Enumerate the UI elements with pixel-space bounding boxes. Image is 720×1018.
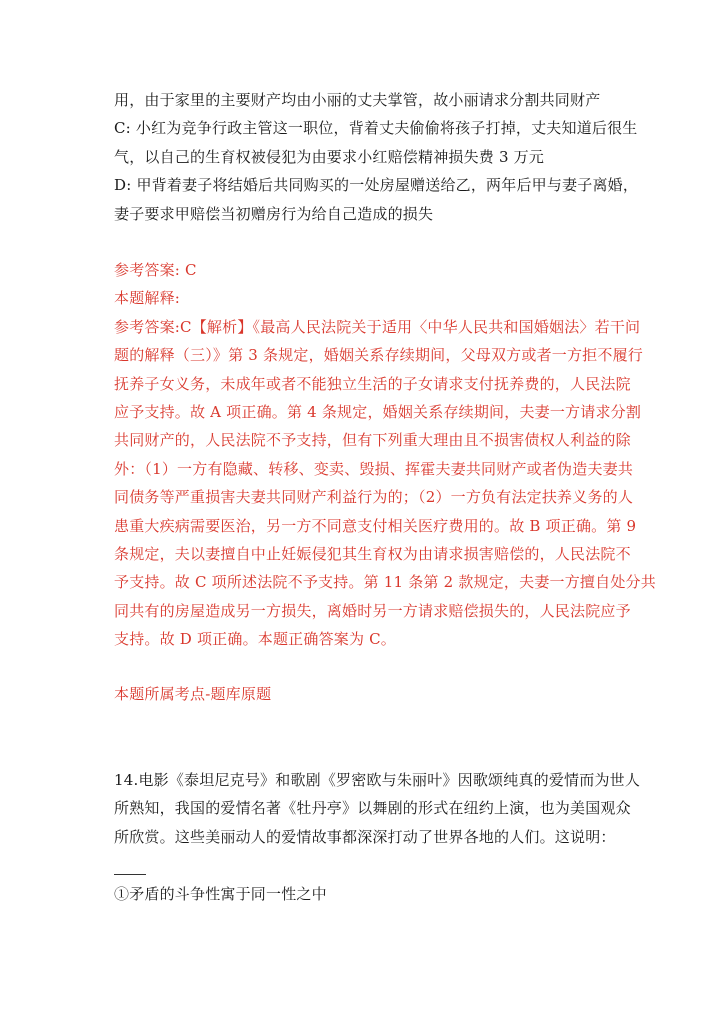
topic-label: 本题所属考点-题库原题: [114, 685, 272, 703]
question-options: [114, 86, 639, 228]
option-line: 气，以自己的生育权被侵犯为由要求小红赔偿精神损失费 3 万元: [114, 147, 545, 166]
explanation-line: 同共有的房屋造成另一方损失，离婚时另一方请求赔偿损失的，人民法院应予: [114, 601, 631, 620]
explanation-line: 支持。故 D 项正确。本题正确答案为 C。: [114, 630, 397, 649]
explanation-line: 参考答案:C【解析】《最高人民法院关于适用〈中华人民共和国婚姻法〉若干问: [114, 317, 641, 336]
explanation-line: 应予支持。故 A 项正确。第 4 条规定，婚姻关系存续期间，夫妻一方请求分割: [114, 403, 642, 422]
explanation-line: 条规定，夫以妻擅自中止妊娠侵犯其生育权为由请求损害赔偿的，人民法院不: [114, 545, 631, 564]
answer-section: [114, 256, 656, 654]
option-1: ①矛盾的斗争性寓于同一性之中: [114, 885, 327, 903]
option-line: C: 小红为竞争行政主管这一职位，背着丈夫偷偷将孩子打掉，丈夫知道后很生: [114, 119, 638, 138]
question-line: 所熟知，我国的爱情名著《牡丹亭》以舞剧的形式在纽约上演，也为美国观众: [114, 799, 631, 818]
option-line: 用，由于家里的主要财产均由小丽的丈夫掌管，故小丽请求分割共同财产: [114, 91, 601, 109]
explanation-line: 予支持。故 C 项所述法院不予支持。第 11 条第 2 款规定，夫妻一方擅自处分共: [114, 573, 656, 592]
option-line: 妻子要求甲赔偿当初赠房行为给自己造成的损失: [114, 204, 434, 223]
explanation-line: 外：（1）一方有隐藏、转移、变卖、毁损、挥霍夫妻共同财产或者伪造夫妻共: [114, 459, 634, 478]
topic-note: [114, 680, 614, 708]
question-14: [114, 766, 641, 851]
option-line: D: 甲背着妻子将结婚后共同购买的一处房屋赠送给乙，两年后甲与妻子离婚，: [114, 176, 639, 195]
explanation-label: 本题解释:: [114, 289, 181, 308]
explanation-line: 同债务等严重损害夫妻共同财产利益行为的；（2）一方负有法定扶养义务的人: [114, 488, 634, 507]
answer-blank-line: [114, 874, 146, 875]
reference-answer: 参考答案: C: [114, 261, 197, 279]
question-14-options: [114, 880, 614, 908]
explanation-line: 患重大疾病需要医治，另一方不同意支付相关医疗费用的。故 B 项正确。第 9: [114, 516, 637, 535]
explanation-line: 抚养子女义务，未成年或者不能独立生活的子女请求支付抚养费的，人民法院: [114, 374, 631, 393]
question-line: 所欣赏。这些美丽动人的爱情故事都深深打动了世界各地的人们。这说明：: [114, 827, 616, 846]
explanation-line: 共同财产的，人民法院不予支持，但有下列重大理由且不损害债权人利益的除: [114, 431, 631, 450]
explanation-line: 题的解释（三）》第 3 条规定，婚姻关系存续期间，父母双方或者一方拒不履行: [114, 346, 643, 365]
question-line: 14.电影《泰坦尼克号》和歌剧《罗密欧与朱丽叶》因歌颂纯真的爱情而为世人: [114, 771, 641, 789]
